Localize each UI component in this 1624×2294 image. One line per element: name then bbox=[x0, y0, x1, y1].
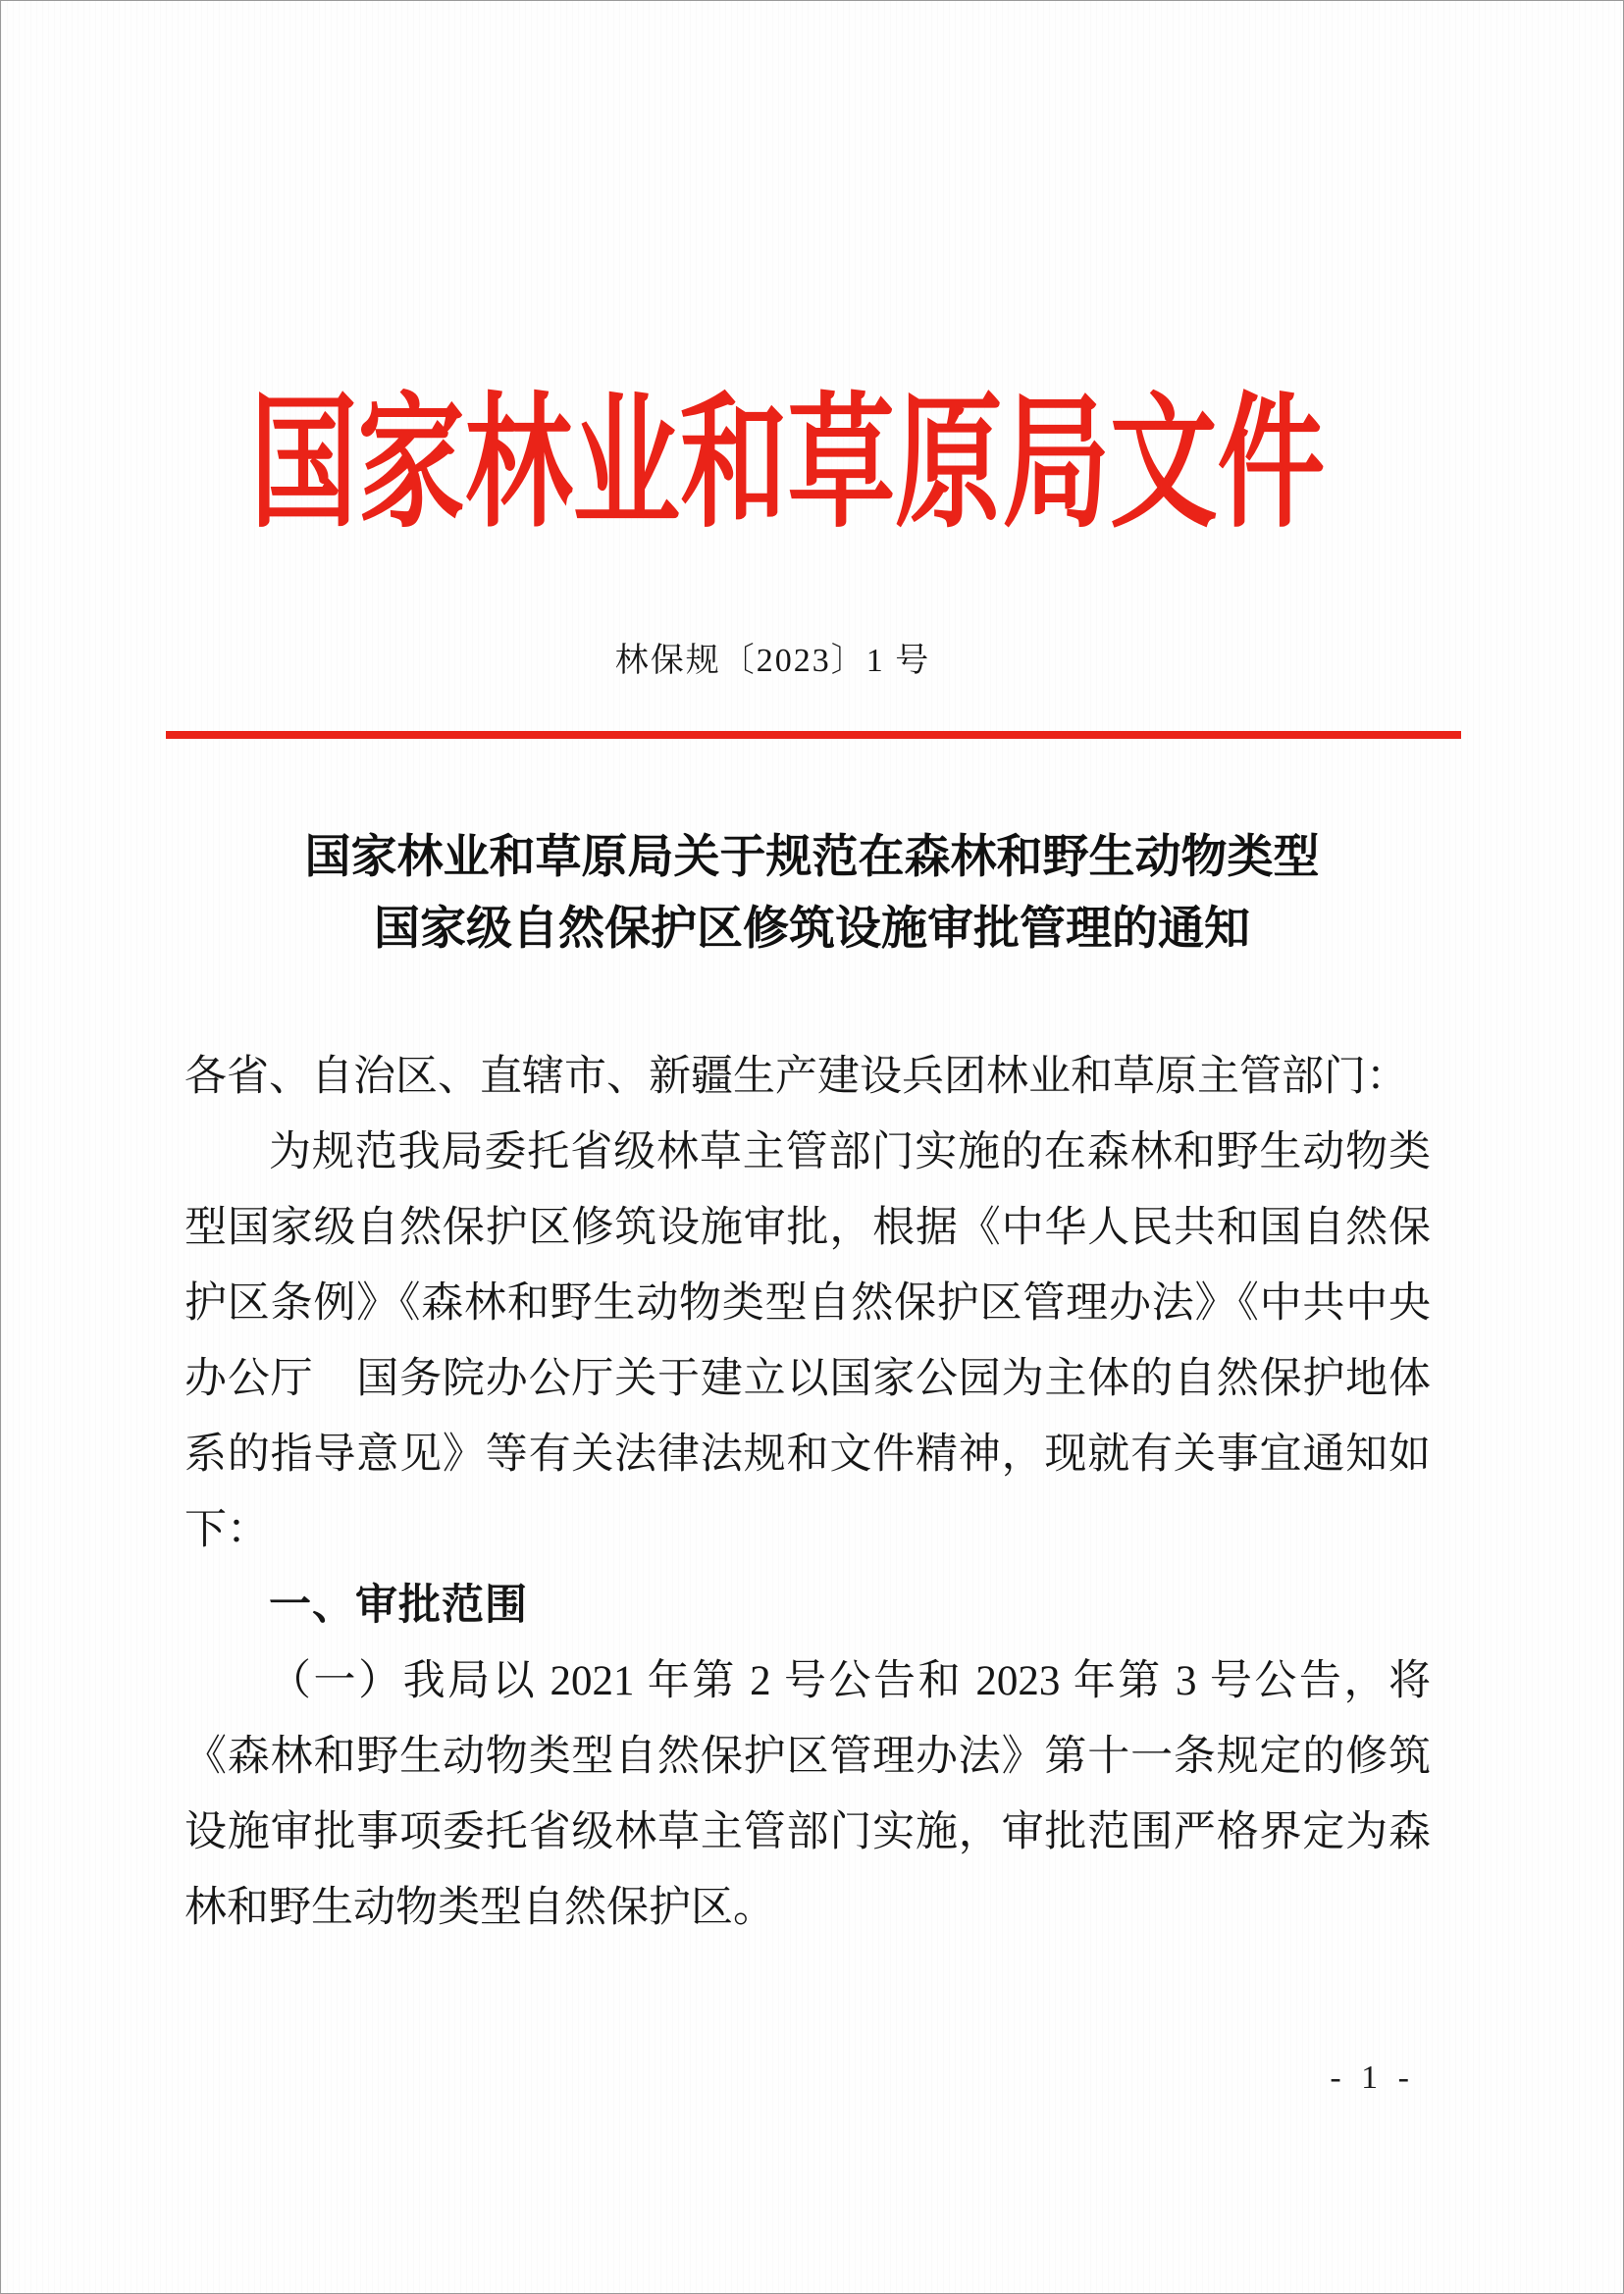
document-title bbox=[1, 822, 1623, 965]
item-paragraph: （一）我局以 2021 年第 2 号公告和 2023 年第 3 号公告，将《森林和野生动物类型自然保护区管理办法》第十一条规定的修筑设施审批事项委托省级林草主管部门实施，审批范围严格界定为森林和野生动物类型自然保护区。 bbox=[184, 1658, 1431, 1931]
letterhead-title: 国家林业和草原局文件 bbox=[249, 385, 1326, 546]
document-title-line-1: 国家林业和草原局关于规范在森林和野生动物类型 bbox=[304, 832, 1320, 883]
red-divider-line bbox=[166, 731, 1461, 739]
section-heading: 一、审批范围 bbox=[269, 1582, 528, 1629]
intro-paragraph: 为规范我局委托省级林草主管部门实施的在森林和野生动物类型国家级自然保护区修筑设施审批，根据《中华人民共和国自然保护区条例》《森林和野生动物类型自然保护区管理办法》《中共中央办公厅 国务院办公厅关于建立以国家公园为主体的自然保护地体系的指导意见》等有关法律法规和文件精神，现就有关事宜通知如下： bbox=[184, 1129, 1431, 1553]
salutation-line: 各省、自治区、直辖市、新疆生产建设兵团林业和草原主管部门： bbox=[184, 1054, 1408, 1100]
document-body bbox=[184, 1039, 1431, 1946]
page-number: - 1 - bbox=[1330, 2059, 1415, 2096]
document-title-line-2: 国家级自然保护区修筑设施审批管理的通知 bbox=[374, 904, 1250, 955]
document-number: 林保规〔2023〕1 号 bbox=[614, 643, 931, 679]
